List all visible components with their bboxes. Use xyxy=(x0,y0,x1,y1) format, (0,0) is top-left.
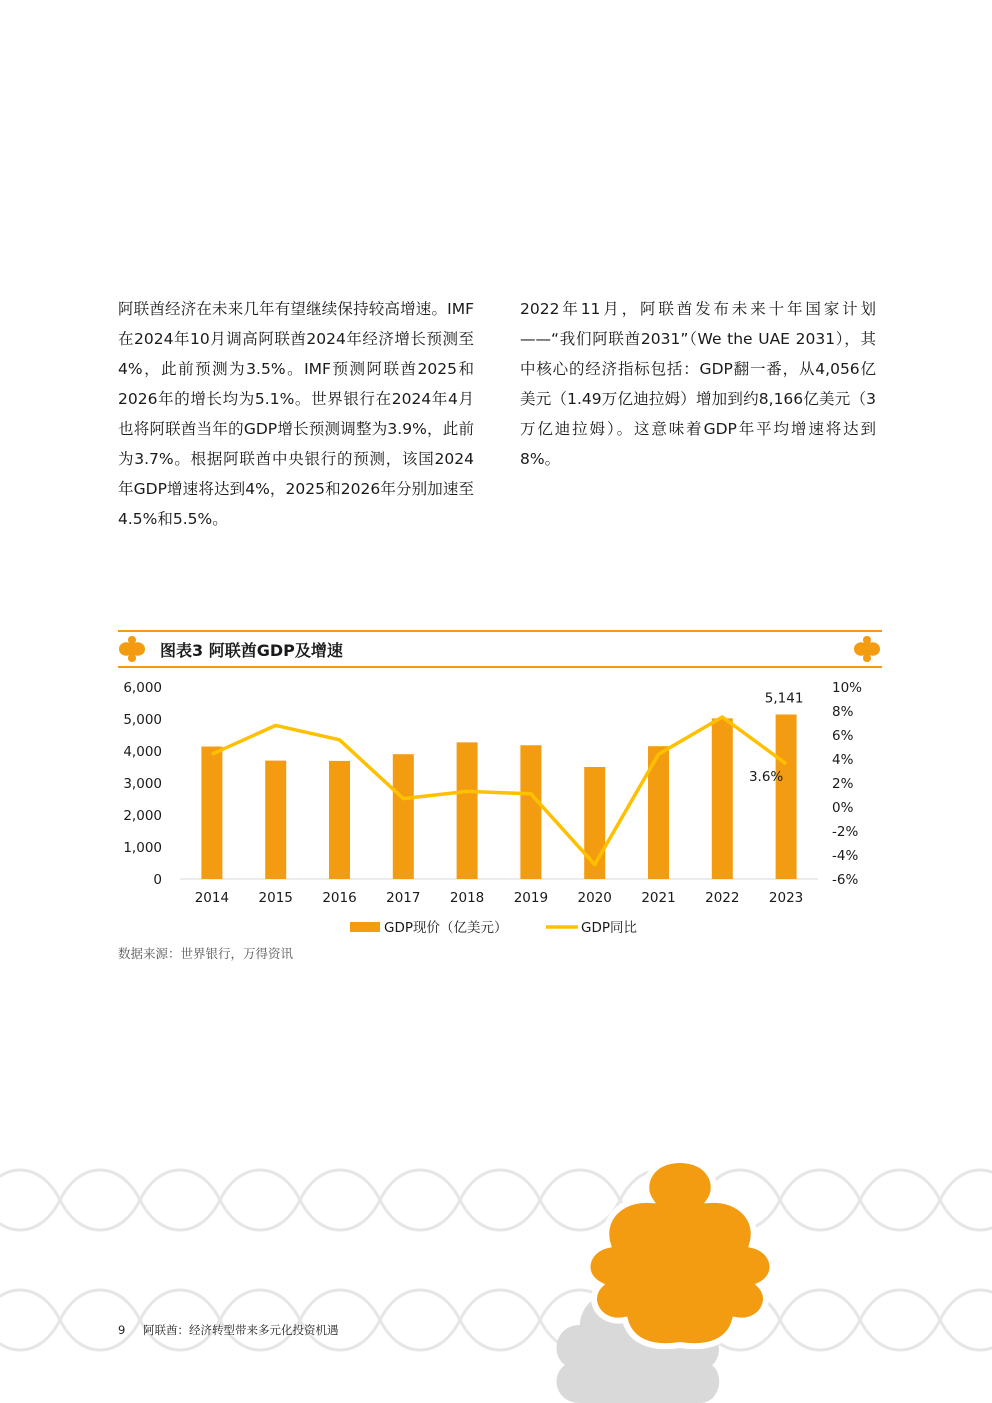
x-axis-tick-label: 2022 xyxy=(705,890,740,906)
gdp-bar xyxy=(201,747,222,879)
document-title: 阿联酋：经济转型带来多元化投资机遇 xyxy=(142,1323,339,1337)
x-axis-tick-label: 2016 xyxy=(322,890,357,906)
right-axis-tick-label: 4% xyxy=(832,752,854,768)
right-axis-tick-label: 2% xyxy=(832,776,854,792)
x-axis-tick-label: 2020 xyxy=(577,890,612,906)
arabesque-pattern-decoration xyxy=(0,1140,992,1403)
legend-label-bar: GDP现价（亿美元） xyxy=(384,920,508,936)
body-paragraph-right: 2022年11月，阿联酋发布未来十年国家计划——“我们阿联酋2031”（We the UAE 2031），其中核心的经济指标包括：GDP翻一番，从4,056亿美元（1.49万亿迪拉姆）增加到约8,166亿美元（3万亿迪拉姆）。这意味着GDP年平均增速将达到8%。 xyxy=(520,300,876,468)
gdp-bar xyxy=(712,718,733,879)
right-axis-tick-label: 0% xyxy=(832,800,854,816)
left-axis-tick-label: 0 xyxy=(153,872,162,888)
right-axis-tick-label: 10% xyxy=(832,680,863,696)
gdp-bar xyxy=(776,714,797,879)
legend-label-line: GDP同比 xyxy=(581,920,637,936)
gdp-chart xyxy=(118,672,882,942)
right-axis-tick-label: -6% xyxy=(832,872,859,888)
x-axis-tick-label: 2018 xyxy=(449,890,485,906)
figure-top-rule xyxy=(118,630,882,632)
gdp-bar xyxy=(393,754,414,879)
figure-title: 图表3 阿联酋GDP及增速 xyxy=(160,641,343,660)
left-axis-tick-label: 5,000 xyxy=(123,712,162,728)
data-source-note: 数据来源：世界银行，万得资讯 xyxy=(118,946,294,961)
right-axis-tick-label: -2% xyxy=(832,824,859,840)
left-axis-tick-label: 1,000 xyxy=(123,840,162,856)
x-axis-tick-label: 2017 xyxy=(386,890,421,906)
body-paragraph-left: 阿联酋经济在未来几年有望继续保持较高增速。IMF在2024年10月调高阿联酋2024年经济增长预测至4%，此前预测为3.5%。IMF预测阿联酋2025和2026年的增长均为5.1%。世界银行在2024年4月也将阿联酋当年的GDP增长预测调整为3.9%，此前为3.7%。根据阿联酋中央银行的预测，该国2024年GDP增速将达到4%，2025和2026年分别加速至4.5%和5.5%。 xyxy=(118,300,474,528)
x-axis-tick-label: 2019 xyxy=(513,890,549,906)
gdp-bar xyxy=(457,742,478,879)
right-axis-tick-label: -4% xyxy=(832,848,859,864)
left-axis-tick-label: 2,000 xyxy=(123,808,162,824)
gdp-growth-line xyxy=(212,717,786,865)
line-data-label: 3.6% xyxy=(748,768,784,785)
bar-data-label: 5,141 xyxy=(764,690,804,707)
gdp-bar xyxy=(520,745,541,879)
gdp-bar xyxy=(265,761,286,879)
right-axis-tick-label: 8% xyxy=(832,704,854,720)
x-axis-tick-label: 2015 xyxy=(258,890,293,906)
gdp-bar xyxy=(329,761,350,879)
x-axis-tick-label: 2021 xyxy=(641,890,676,906)
legend-swatch-bar xyxy=(350,922,380,932)
page-number: 9 xyxy=(118,1323,126,1337)
left-axis-tick-label: 4,000 xyxy=(123,744,162,760)
page-footer xyxy=(118,1322,352,1338)
left-axis-tick-label: 6,000 xyxy=(123,680,162,696)
quatrefoil-ornament-icon xyxy=(853,635,881,663)
quatrefoil-ornament-icon xyxy=(118,635,146,663)
figure-bottom-rule xyxy=(118,666,882,668)
left-axis-tick-label: 3,000 xyxy=(123,776,162,792)
right-axis-tick-label: 6% xyxy=(832,728,854,744)
x-axis-tick-label: 2023 xyxy=(768,890,804,906)
x-axis-tick-label: 2014 xyxy=(194,890,230,906)
